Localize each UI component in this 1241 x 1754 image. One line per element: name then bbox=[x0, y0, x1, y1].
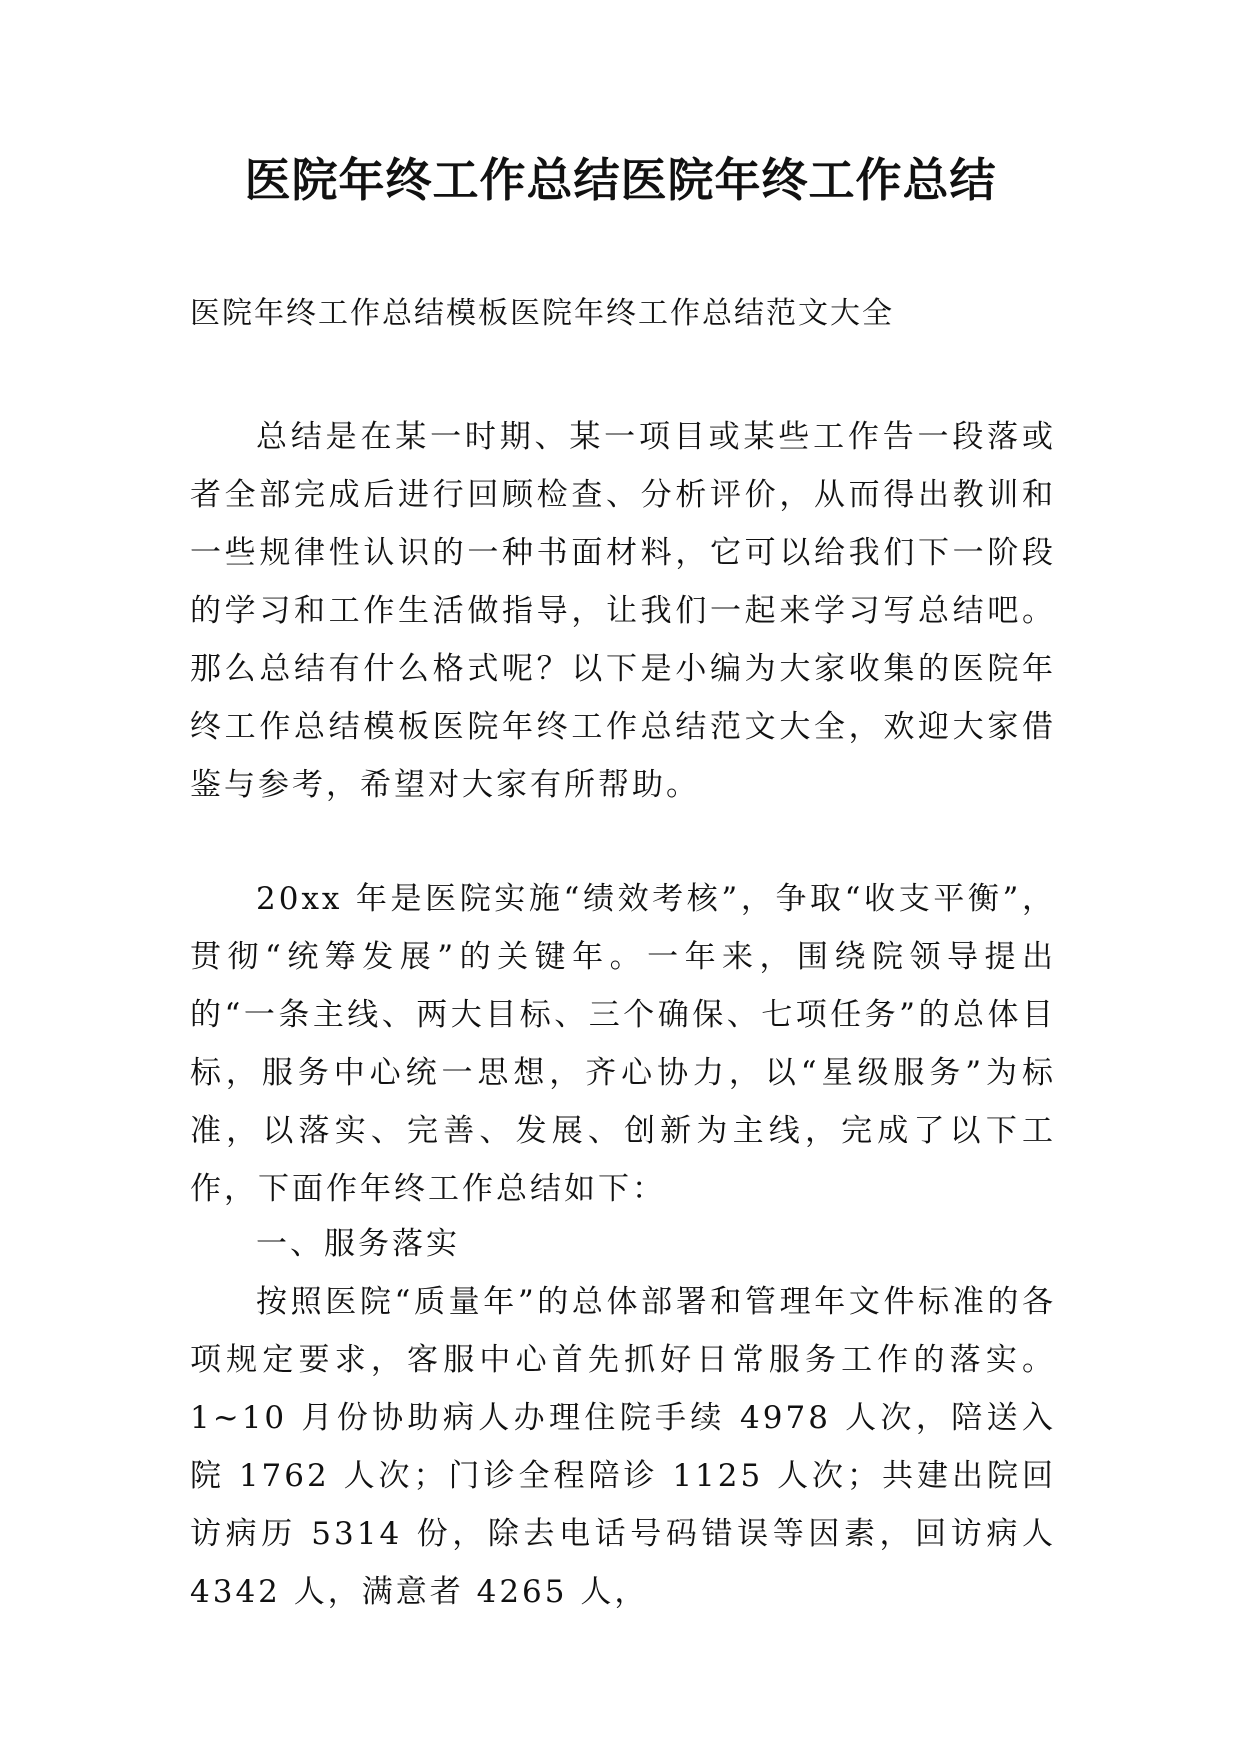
document-title: 医院年终工作总结医院年终工作总结 bbox=[244, 153, 997, 207]
overview-paragraph: 20xx 年是医院实施“绩效考核”，争取“收支平衡”，贯彻“统筹发展”的关键年。一年来，围绕院领导提出的“一条主线、两大目标、三个确保、七项任务”的总体目标，服务中心统一思想，齐心协力，以“星级服务”为标准，以落实、完善、发展、创新为主线，完成了以下工作，下面作年终工作总结如下： bbox=[190, 881, 1056, 1207]
section-heading-service: 一、服务落实 bbox=[256, 1226, 460, 1262]
section-paragraph-service: 按照医院“质量年”的总体部署和管理年文件标准的各项规定要求，客服中心首先抓好日常服务工作的落实。1~10 月份协助病人办理住院手续 4978 人次，陪送入院 1762 人次；门诊全程陪诊 1125 人次；共建出院回访病历 5314 份，除去电话号码错误等因素，回访病人 4342 人，满意者 4265 人， bbox=[190, 1284, 1056, 1610]
intro-paragraph: 总结是在某一时期、某一项目或某些工作告一段落或者全部完成后进行回顾检查、分析评价，从而得出教训和一些规律性认识的一种书面材料，它可以给我们下一阶段的学习和工作生活做指导，让我们一起来学习写总结吧。那么总结有什么格式呢？以下是小编为大家收集的医院年终工作总结模板医院年终工作总结范文大全，欢迎大家借鉴与参考，希望对大家有所帮助。 bbox=[190, 419, 1056, 803]
document-subtitle: 医院年终工作总结模板医院年终工作总结范文大全 bbox=[190, 296, 894, 331]
